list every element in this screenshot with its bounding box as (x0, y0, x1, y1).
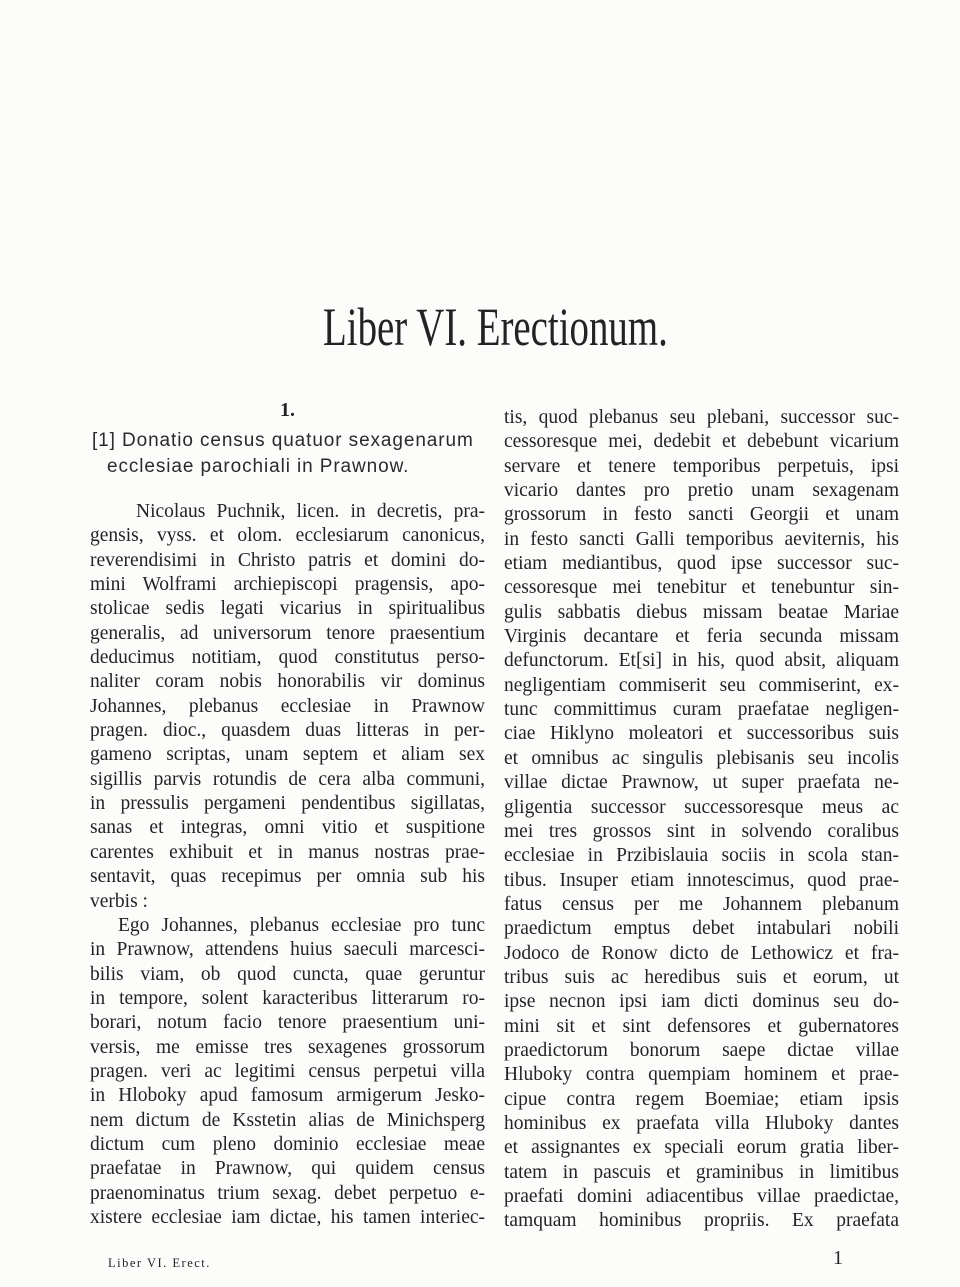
left-column (90, 500, 485, 1230)
right-column-line: tibus. Insuper etiam innotescimus, quod prae- (504, 869, 899, 891)
left-column-line: Johannes, plebanus ecclesiae in Prawnow (90, 695, 485, 717)
entry-heading-line: [1] Donatio census quatuor sexagenarum (92, 430, 474, 451)
left-column-line: sanas et integras, omni vitio et suspitione (90, 817, 485, 839)
left-column-line: generalis, ad universorum tenore praesentium (90, 622, 485, 644)
left-column-line: Nicolaus Puchnik, licen. in decretis, pra- (136, 501, 485, 522)
right-column-line: tis, quod plebanus seu plebani, successor suc- (504, 407, 899, 428)
left-column-line: xistere ecclesiae iam dictae, his tamen interiec- (90, 1206, 485, 1228)
left-column-line: gensis, vyss. et olom. ecclesiarum canonicus, (90, 525, 485, 547)
left-column-line: in tempore, solent karacteribus litterarum ro- (90, 987, 485, 1009)
left-column-line: sigillis parvis rotundis de cera alba communi, (90, 768, 485, 790)
left-column-line: deducimus notitiam, quod constitutus perso- (90, 647, 485, 669)
right-column-line: villae dictae Prawnow, ut super praefata ne- (504, 772, 899, 794)
left-column-line: sentavit, quas recepimus per omnia sub his (90, 866, 485, 888)
right-column-line: ciae Hiklyno moleatori et successoribus suis (504, 723, 899, 745)
right-column-line: ipse necnon ipsi iam dicti dominus seu do- (504, 991, 899, 1013)
entry-heading-line: ecclesiae parochiali in Prawnow. (107, 456, 410, 477)
right-column-line: tunc committimus curam praefatae negligen- (504, 699, 899, 721)
right-column-line: gligentia successor successoresque meus ac (504, 796, 899, 818)
right-column-line: cessoresque mei tenebitur et tenebuntur sin- (504, 577, 899, 599)
left-column-line: nem dictum de Ksstetin alias de Minichsperg (90, 1109, 485, 1131)
left-column-line: Ego Johannes, plebanus ecclesiae pro tunc (118, 914, 485, 936)
left-column-line: reverendisimi in Christo patris et domini do- (90, 549, 485, 571)
right-column-line: mei tres grossos sint in solvendo coralibus (504, 820, 899, 842)
left-column-line: pragen. veri ac legitimi census perpetui villa (90, 1060, 485, 1082)
left-column-line: gameno scriptas, unam septem et aliam sex (90, 744, 485, 766)
left-column-line: naliter coram nobis honorabilis vir dominus (90, 671, 485, 693)
right-column-line: et omnibus ac singulis plebisanis seu incolis (504, 747, 899, 769)
page-number: 1 (833, 1247, 843, 1269)
right-column-line: servare et tenere temporibus perpetuis, ipsi (504, 455, 899, 477)
running-footer: Liber VI. Erect. (108, 1256, 211, 1270)
left-column-line: stolicae sedis legati vicarius in spiritualibus (90, 598, 485, 620)
right-column-line: tatem in pascuis et graminibus in limitibus (504, 1161, 899, 1183)
right-column-line: Jodoco de Ronow dicto de Lethowicz et fra- (504, 942, 899, 964)
right-column-line: ecclesiae in Przibislauia sociis in scola stan- (504, 845, 899, 867)
left-column-line: in Prawnow, attendens huius saeculi marcesci- (90, 939, 485, 961)
right-column-line: negligentiam commiserit seu commiserint, ex- (504, 674, 899, 696)
right-column-line: tribus suis ac heredibus suis et eorum, ut (504, 966, 899, 988)
right-column-line: praefati domini adiacentibus villae praedictae, (504, 1186, 899, 1207)
left-column-line: borari, notum facio tenore praesentium uni- (90, 1012, 485, 1034)
right-column-line: cipue contra regem Boemiae; etiam ipsis (504, 1088, 899, 1110)
title-block (215, 297, 775, 358)
left-column-line: versis, me emisse tres sexagenes grossorum (90, 1036, 485, 1058)
left-column-line: mini Wolframi archiepiscopi pragensis, apo- (90, 574, 485, 596)
left-column-line: in Hloboky apud famosum armigerum Jesko- (90, 1085, 485, 1107)
left-column-line: verbis : (90, 890, 148, 912)
right-column-line: praedictorum bonorum saepe dictae villae (504, 1039, 899, 1061)
right-column-line: gulis sabbatis diebus missam beatae Mariae (504, 601, 899, 623)
right-column-line: cessoresque mei, dedebit et debebunt vicarium (504, 431, 899, 453)
right-column-line: defunctorum. Et[si] in his, quod absit, aliquam (504, 650, 899, 672)
right-column-line: tamquam hominibus propriis. Ex praefata (504, 1210, 899, 1232)
right-column-line: et assignantes ex speciali eorum gratia liber- (504, 1137, 899, 1159)
right-column-line: Virginis decantare et feria secunda missam (504, 626, 899, 648)
left-column-line: pragen. dioc., quasdem duas litteras in per- (90, 720, 485, 742)
page-title: Liber VI. Erectionum. (322, 297, 668, 357)
left-column-line: in pressulis pergameni pendentibus sigillatas, (90, 793, 485, 815)
right-column-line: etiam mediantibus, quod ipse successor suc- (504, 553, 899, 575)
left-column-line: praenominatus trium sexag. debet perpetuo e- (90, 1182, 485, 1204)
right-column-line: Hluboky contra quempiam hominem et prae- (504, 1064, 899, 1086)
right-column-line: grossorum in festo sancti Georgii et unam (504, 504, 899, 526)
right-column-line: hominibus ex praefata villa Hluboky dantes (504, 1112, 899, 1134)
right-column-line: in festo sancti Galli temporibus aeviternis, his (504, 528, 899, 550)
right-column-line: praedictum emptus debet intabulari nobili (504, 918, 899, 940)
entry-number: 1. (280, 399, 295, 421)
left-column-line: praefatae in Prawnow, qui quidem census (90, 1158, 485, 1180)
right-column-line: mini sit et sint defensores et gubernatores (504, 1015, 899, 1037)
left-column-line: dictum cum pleno dominio ecclesiae meae (90, 1133, 485, 1155)
left-column-line: carentes exhibuit et in manus nostras prae- (90, 841, 485, 863)
right-column (504, 406, 899, 1234)
right-column-line: fatus census per me Johannem plebanum (504, 893, 899, 915)
right-column-line: vicario dantes pro pretio unam sexagenam (504, 480, 899, 502)
left-column-line: bilis viam, ob quod cuncta, quae geruntur (90, 963, 485, 985)
